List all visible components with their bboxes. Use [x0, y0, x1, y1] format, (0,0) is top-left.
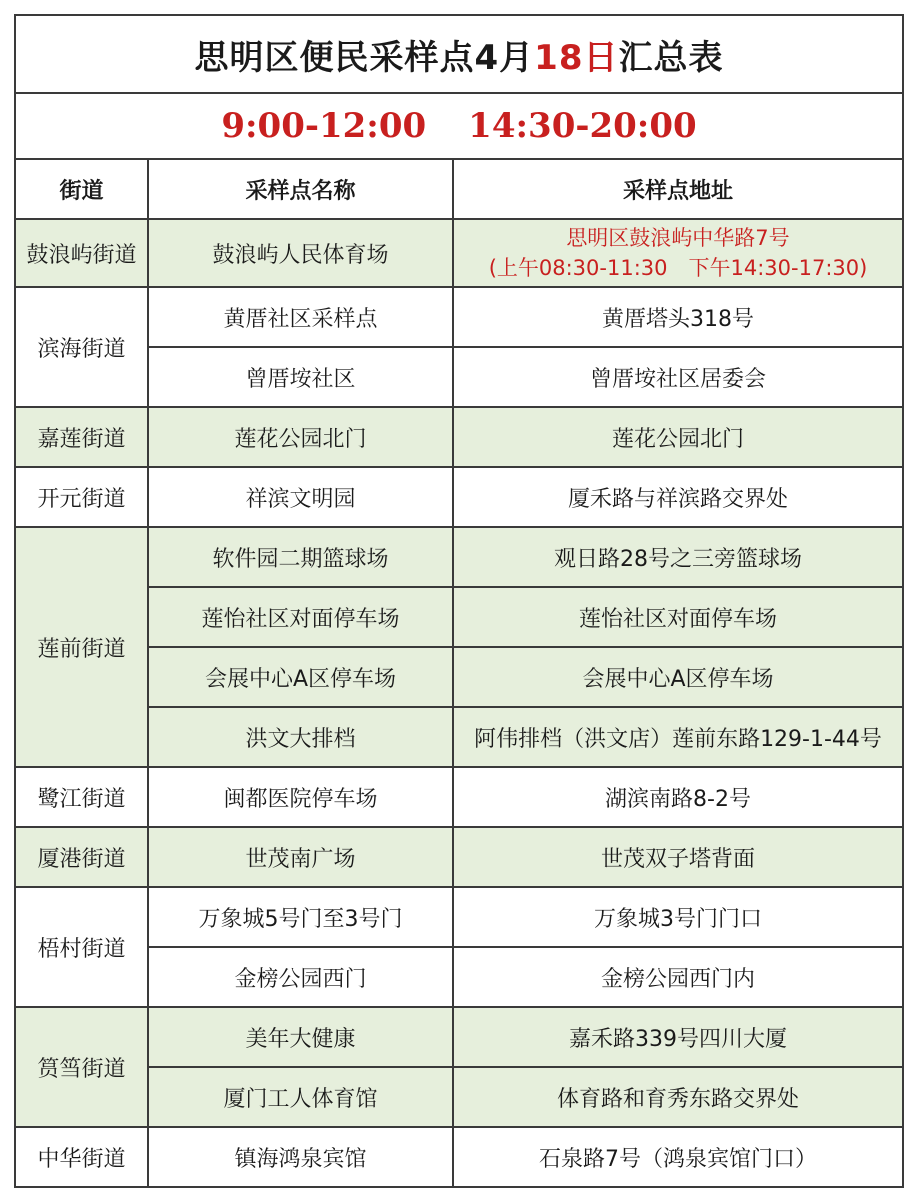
table-row	[15, 647, 903, 707]
table-row	[15, 287, 903, 347]
street-cell: 开元街道	[15, 467, 148, 527]
site-name-cell: 莲花公园北门	[148, 407, 453, 467]
street-cell: 鹭江街道	[15, 767, 148, 827]
site-address-cell: 万象城3号门门口	[453, 887, 903, 947]
site-address-cell: 阿伟排档（洪文店）莲前东路129-1-44号	[453, 707, 903, 767]
site-address-cell	[453, 219, 903, 287]
table-row	[15, 527, 903, 587]
site-name-cell: 世茂南广场	[148, 827, 453, 887]
street-cell: 鼓浪屿街道	[15, 219, 148, 287]
table-row	[15, 407, 903, 467]
site-name-cell: 会展中心A区停车场	[148, 647, 453, 707]
site-hours-note: (上午08:30-11:30 下午14:30-17:30)	[488, 256, 868, 280]
table-row	[15, 347, 903, 407]
site-name-cell: 厦门工人体育馆	[148, 1067, 453, 1127]
street-cell: 嘉莲街道	[15, 407, 148, 467]
header-row	[15, 159, 903, 219]
summary-sheet	[14, 14, 902, 1188]
table-row	[15, 1067, 903, 1127]
header-street: 街道	[15, 159, 148, 219]
table-title	[15, 15, 903, 93]
service-hours	[15, 93, 903, 159]
site-address-cell: 莲怡社区对面停车场	[453, 587, 903, 647]
title-date: 18日	[534, 37, 619, 78]
site-name-cell: 祥滨文明园	[148, 467, 453, 527]
site-name-cell: 闽都医院停车场	[148, 767, 453, 827]
site-address-cell: 体育路和育秀东路交界处	[453, 1067, 903, 1127]
site-name-cell: 莲怡社区对面停车场	[148, 587, 453, 647]
morning-hours: 9:00-12:00	[221, 106, 427, 146]
site-name-cell: 镇海鸿泉宾馆	[148, 1127, 453, 1187]
table-row	[15, 767, 903, 827]
table-row	[15, 887, 903, 947]
street-cell: 梧村街道	[15, 887, 148, 1007]
site-address-cell: 金榜公园西门内	[453, 947, 903, 1007]
header-site-name: 采样点名称	[148, 159, 453, 219]
site-address-cell: 厦禾路与祥滨路交界处	[453, 467, 903, 527]
street-cell: 厦港街道	[15, 827, 148, 887]
site-address-cell: 石泉路7号（鸿泉宾馆门口）	[453, 1127, 903, 1187]
site-address-cell: 会展中心A区停车场	[453, 647, 903, 707]
table-row	[15, 219, 903, 287]
site-name-cell: 黄厝社区采样点	[148, 287, 453, 347]
site-address-cell: 莲花公园北门	[453, 407, 903, 467]
site-address-text: 思明区鼓浪屿中华路7号	[566, 226, 790, 250]
site-address-cell: 世茂双子塔背面	[453, 827, 903, 887]
site-address-cell: 湖滨南路8-2号	[453, 767, 903, 827]
site-name-cell: 软件园二期篮球场	[148, 527, 453, 587]
header-site-address: 采样点地址	[453, 159, 903, 219]
title-suffix: 汇总表	[618, 37, 724, 78]
table-row	[15, 947, 903, 1007]
table-row	[15, 827, 903, 887]
site-name-cell: 鼓浪屿人民体育场	[148, 219, 453, 287]
table-row	[15, 1127, 903, 1187]
site-name-cell: 万象城5号门至3号门	[148, 887, 453, 947]
site-address-cell: 嘉禾路339号四川大厦	[453, 1007, 903, 1067]
street-cell: 筼筜街道	[15, 1007, 148, 1127]
table-row	[15, 707, 903, 767]
table-row	[15, 467, 903, 527]
title-prefix: 思明区便民采样点4月	[194, 37, 535, 78]
sampling-sites-table	[14, 14, 904, 1188]
site-address-cell: 观日路28号之三旁篮球场	[453, 527, 903, 587]
afternoon-hours: 14:30-20:00	[468, 106, 697, 146]
site-address-cell: 黄厝塔头318号	[453, 287, 903, 347]
site-name-cell: 美年大健康	[148, 1007, 453, 1067]
table-row	[15, 1007, 903, 1067]
site-name-cell: 金榜公园西门	[148, 947, 453, 1007]
site-name-cell: 曾厝垵社区	[148, 347, 453, 407]
site-address-cell: 曾厝垵社区居委会	[453, 347, 903, 407]
table-row	[15, 587, 903, 647]
site-name-cell: 洪文大排档	[148, 707, 453, 767]
street-cell: 中华街道	[15, 1127, 148, 1187]
street-cell: 莲前街道	[15, 527, 148, 767]
street-cell: 滨海街道	[15, 287, 148, 407]
